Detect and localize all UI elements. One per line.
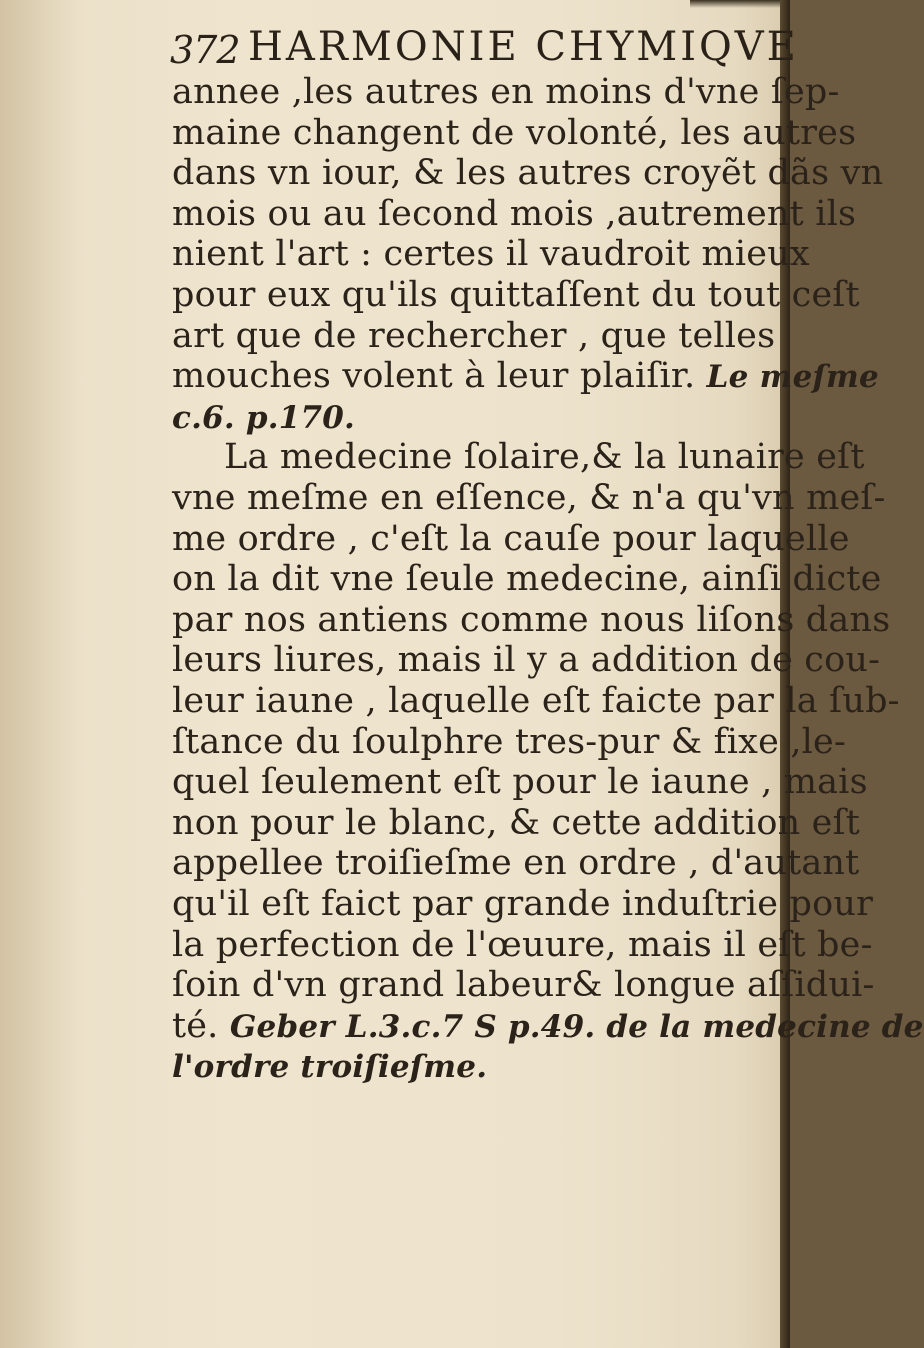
- citation: c.6. p.170.: [172, 399, 355, 436]
- text-line: [172, 316, 775, 356]
- line-text: ſoin d'vn grand labeur& longue aſſidui-: [172, 965, 875, 1006]
- line-text: mois ou au ſecond mois ,autrement ils: [172, 193, 857, 234]
- text-line: [224, 437, 865, 477]
- text-line: [172, 925, 873, 965]
- text-line: [172, 559, 881, 599]
- line-text: vne meſme en eſſence, & n'a qu'vn meſ-: [172, 478, 886, 518]
- text-line: [172, 803, 860, 843]
- line-text: me ordre , c'eſt la cauſe pour laquelle: [172, 518, 850, 559]
- text-line: [172, 234, 810, 274]
- text-line: [172, 722, 846, 762]
- text-line: [172, 356, 879, 396]
- text-line: [172, 843, 859, 883]
- text-line: [172, 1046, 487, 1086]
- text-line: [172, 397, 355, 437]
- line-text: ſtance du ſoulphre tres-pur & fixe ,le-: [172, 721, 846, 762]
- text-line: [172, 600, 890, 640]
- line-text: leur iaune , laquelle eſt faicte par la ſub-: [172, 681, 900, 721]
- text-line: [172, 681, 900, 721]
- page-header: [170, 18, 799, 74]
- text-line: [172, 478, 886, 518]
- text-line: [172, 1006, 924, 1046]
- line-text: La medecine ſolaire,& la lunaire eſt: [224, 437, 865, 478]
- page-number: 372: [170, 28, 240, 72]
- text-line: [172, 762, 868, 802]
- line-text: maine changent de volonté, les autres: [172, 112, 857, 153]
- text-line: [172, 194, 856, 234]
- line-text: appellee troiſieſme en ordre , d'autant: [172, 843, 860, 884]
- line-text: annee ,les autres en moins d'vne ſep-: [172, 72, 840, 112]
- page-shadow: [690, 0, 790, 8]
- running-title: HARMONIE CHYMIQVE: [248, 24, 799, 70]
- line-text: on la dit vne ſeule medecine, ainſi dicte: [172, 559, 882, 600]
- line-text: mouches volent à leur plaiſir.: [172, 356, 707, 397]
- line-text: nient l'art : certes il vaudroit mieux: [172, 234, 810, 275]
- citation: Geber L.3.c.7 S p.49. de la medecine de: [229, 1008, 924, 1045]
- line-text: leurs liures, mais il y a addition de cou-: [172, 640, 881, 681]
- page-stain: [0, 0, 80, 1348]
- text-line: [172, 965, 875, 1005]
- text-line: [172, 884, 873, 924]
- line-text: quel ſeulement eſt pour le iaune , mais: [172, 762, 868, 803]
- text-line: [172, 153, 883, 193]
- line-text: art que de rechercher , que telles: [172, 315, 776, 356]
- text-line: [172, 275, 860, 315]
- line-text: té.: [172, 1005, 230, 1046]
- text-line: [172, 72, 840, 112]
- line-text: pour eux qu'ils quittaſſent du tout ceſt: [172, 275, 860, 315]
- text-line: [172, 640, 880, 680]
- citation: Le meſme: [706, 359, 879, 396]
- text-line: [172, 519, 850, 559]
- line-text: la perfection de l'œuure, mais il eſt be-: [172, 924, 873, 965]
- line-text: par nos antiens comme nous liſons dans: [172, 599, 891, 640]
- citation: l'ordre troiſieſme.: [172, 1049, 488, 1086]
- line-text: dans vn iour, & les autres croyẽt dãs vn: [172, 153, 884, 194]
- line-text: non pour le blanc, & cette addition eſt: [172, 802, 861, 843]
- text-line: [172, 113, 856, 153]
- line-text: qu'il eſt faict par grande induſtrie pour: [172, 884, 874, 924]
